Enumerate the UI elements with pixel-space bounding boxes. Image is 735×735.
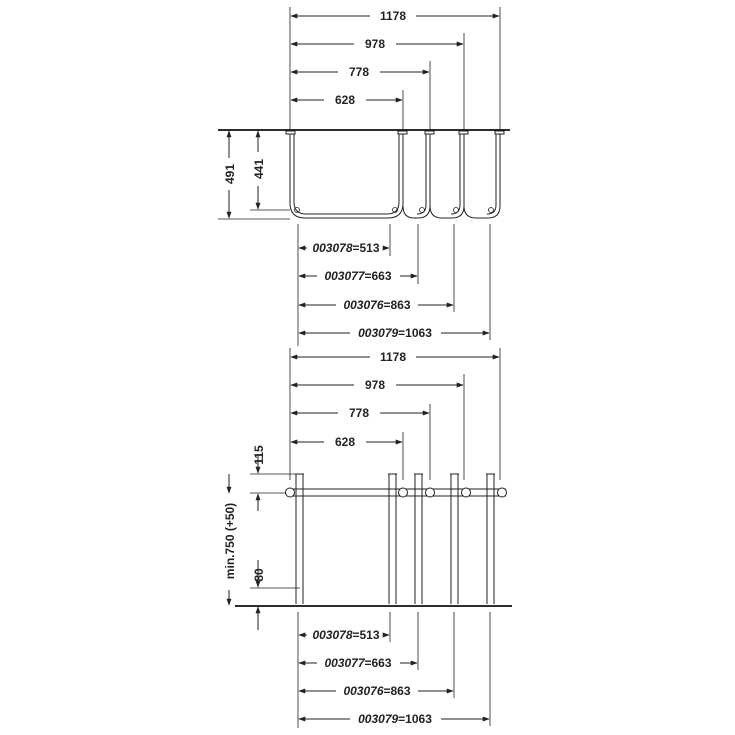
dimension-628 [291, 93, 402, 107]
article-value: =663 [364, 656, 392, 670]
dimension-441 [250, 131, 290, 210]
dimension-778 [291, 406, 429, 420]
article-value: =513 [352, 241, 380, 255]
article-value: =1063 [398, 712, 432, 726]
dim-label: 491 [223, 163, 237, 185]
dim-label: 778 [348, 65, 370, 79]
dimension-115 [252, 445, 266, 511]
dim-label: min.750 (+50) [223, 502, 237, 580]
rail-outline-663 [403, 134, 430, 218]
article-value: =863 [383, 684, 411, 698]
article-dim-003077 [299, 269, 417, 283]
article-code: 003078 [312, 628, 353, 642]
article-value: =1063 [398, 326, 432, 340]
dimension-1178 [291, 9, 499, 23]
dim-label: 628 [334, 435, 356, 449]
dim-label: 628 [334, 93, 356, 107]
article-label [343, 298, 410, 312]
dim-label: 978 [364, 378, 386, 392]
front-view [223, 348, 512, 728]
article-code: 003078 [312, 241, 353, 255]
article-dim-003079 [299, 326, 489, 340]
dimension-min-750 [223, 474, 237, 605]
article-dim-003076 [299, 298, 453, 312]
top-view [218, 7, 510, 346]
article-dim-003076 [299, 684, 453, 698]
dimension-978 [291, 378, 463, 392]
dimension-80 [252, 560, 266, 630]
article-label [324, 269, 391, 283]
article-value: =663 [364, 269, 392, 283]
article-code: 003076 [343, 298, 384, 312]
rail-outline-513 [290, 134, 403, 218]
dim-label: 978 [364, 37, 386, 51]
dimension-978 [291, 37, 463, 51]
dim-label: 778 [348, 406, 370, 420]
article-dim-003077 [299, 656, 417, 670]
article-code: 003077 [324, 656, 365, 670]
dim-label: 1178 [379, 9, 407, 23]
article-code: 003076 [343, 684, 384, 698]
article-label [358, 326, 432, 340]
article-dim-003078 [299, 628, 389, 642]
rail-outline-863 [430, 134, 464, 218]
dim-label: 441 [252, 158, 266, 180]
article-dim-003078 [299, 241, 389, 255]
article-code: 003079 [358, 326, 399, 340]
article-label [358, 712, 432, 726]
article-value: =513 [352, 628, 380, 642]
article-code: 003077 [324, 269, 365, 283]
article-code: 003079 [358, 712, 399, 726]
rail-outline-1063 [464, 134, 500, 218]
article-value: =863 [383, 298, 411, 312]
dim-label: 1178 [379, 350, 407, 364]
dimension-778 [291, 65, 429, 79]
article-label [312, 628, 379, 642]
wall-mounts [286, 131, 504, 134]
dimension-628 [291, 435, 402, 449]
article-label [324, 656, 391, 670]
dimension-1178 [291, 350, 499, 364]
article-label [312, 241, 379, 255]
dim-label: 80 [252, 568, 266, 582]
article-dim-003079 [299, 712, 489, 726]
dim-label: 115 [252, 445, 266, 465]
article-label [343, 684, 410, 698]
